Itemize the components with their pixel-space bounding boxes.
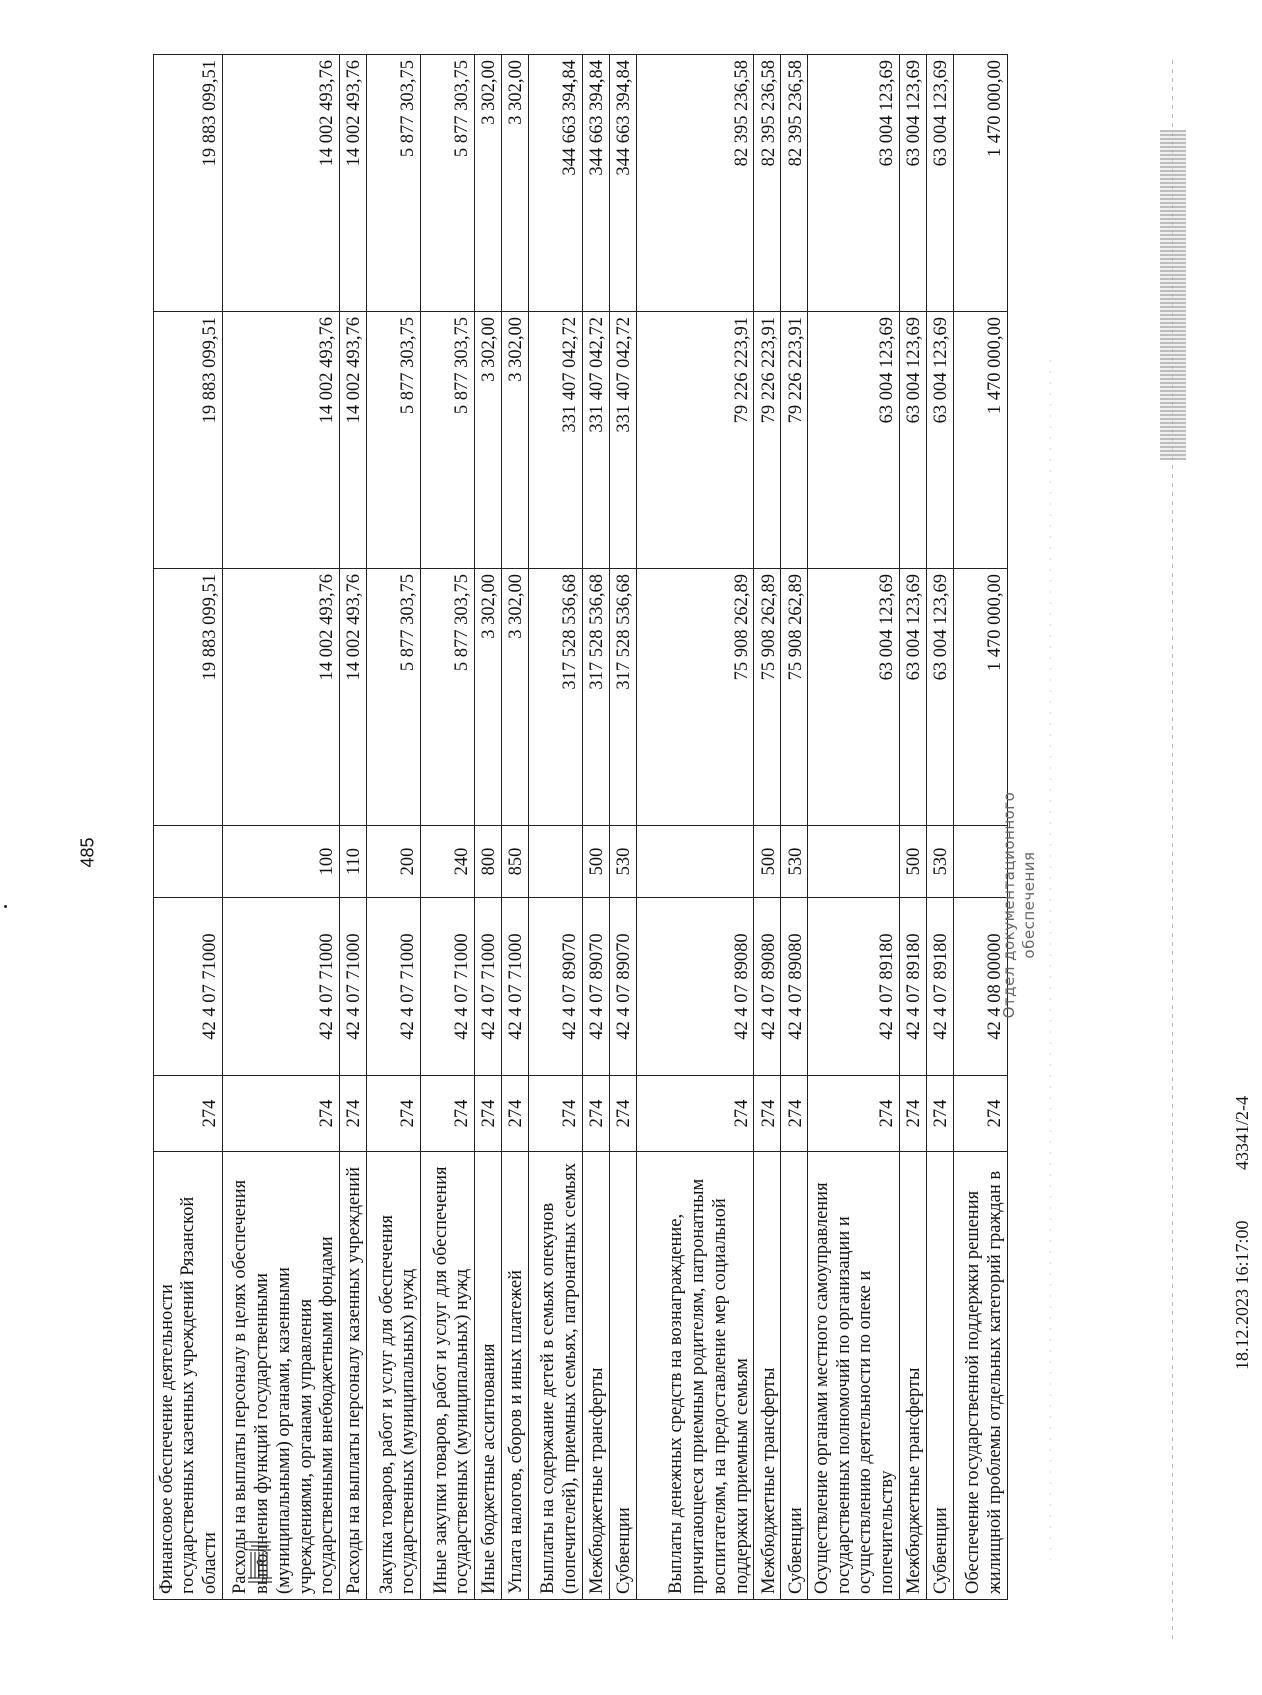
row-amount-year3: 5 877 303,75 [421,55,475,312]
row-target-article: 42 4 07 89080 [754,898,781,1076]
row-name: Иные бюджетные ассигнования [475,1152,502,1600]
row-target-article: 42 4 07 71000 [475,898,502,1076]
row-amount-year3: 63 004 123,69 [900,55,927,312]
row-target-article: 42 4 07 71000 [421,898,475,1076]
footer-date: 18.12.2023 16:17:00 [1232,1220,1252,1370]
row-name: Уплата налогов, сборов и иных платежей [502,1152,529,1600]
row-amount-year1: 75 908 262,89 [637,569,754,826]
row-amount-year2: 5 877 303,75 [367,312,421,569]
row-expense-type [529,826,583,898]
row-expense-type [637,826,754,898]
row-org-code: 274 [953,1076,1007,1152]
row-amount-year3: 63 004 123,69 [808,55,900,312]
row-amount-year3: 344 663 394,84 [610,55,637,312]
row-target-article: 42 4 08 00000 [953,898,1007,1076]
row-name: Расходы на выплаты персоналу в целях обеспечения выполнения функций государственными (муниципальными) органами, казенными учреждениями, органами управления государственными внебюджетными фондами [223,1152,340,1600]
row-name: Обеспечение государственной поддержки решения жилищной проблемы отдельных категорий граждан в [953,1152,1007,1600]
row-name: Субвенции [927,1152,954,1600]
row-target-article: 42 4 07 89080 [781,898,808,1076]
row-amount-year2: 5 877 303,75 [421,312,475,569]
row-amount-year2: 79 226 223,91 [754,312,781,569]
table-row [475,55,502,1600]
row-expense-type: 530 [927,826,954,898]
row-target-article: 42 4 07 89070 [583,898,610,1076]
scan-fold-line [1050,360,1051,1560]
table-row [808,55,900,1600]
row-target-article: 42 4 07 89180 [808,898,900,1076]
row-expense-type [154,826,223,898]
table-row [502,55,529,1600]
row-expense-type: 110 [340,826,367,898]
row-amount-year2: 19 883 099,51 [154,312,223,569]
row-amount-year2: 63 004 123,69 [927,312,954,569]
table-row [223,55,340,1600]
row-target-article: 42 4 07 89180 [927,898,954,1076]
row-amount-year2: 3 302,00 [475,312,502,569]
row-amount-year1: 5 877 303,75 [367,569,421,826]
table-row [610,55,637,1600]
row-expense-type [808,826,900,898]
row-expense-type: 500 [754,826,781,898]
row-org-code: 274 [927,1076,954,1152]
row-amount-year1: 317 528 536,68 [529,569,583,826]
row-amount-year1: 317 528 536,68 [610,569,637,826]
row-org-code: 274 [637,1076,754,1152]
table-row [637,55,754,1600]
row-amount-year1: 3 302,00 [502,569,529,826]
row-target-article: 42 4 07 89070 [529,898,583,1076]
row-org-code: 274 [529,1076,583,1152]
table-row [754,55,781,1600]
row-expense-type: 100 [223,826,340,898]
row-target-article: 42 4 07 89080 [637,898,754,1076]
row-amount-year1: 14 002 493,76 [340,569,367,826]
row-amount-year1: 63 004 123,69 [900,569,927,826]
row-amount-year2: 3 302,00 [502,312,529,569]
emblem-logo-icon [245,1538,275,1586]
row-org-code: 274 [475,1076,502,1152]
row-org-code: 274 [781,1076,808,1152]
row-name: Межбюджетные трансферты [754,1152,781,1600]
row-amount-year3: 1 470 000,00 [953,55,1007,312]
row-amount-year2: 79 226 223,91 [781,312,808,569]
row-amount-year1: 19 883 099,51 [154,569,223,826]
row-name: Межбюджетные трансферты [583,1152,610,1600]
row-target-article: 42 4 07 71000 [154,898,223,1076]
row-target-article: 42 4 07 89180 [900,898,927,1076]
row-amount-year2: 79 226 223,91 [637,312,754,569]
row-amount-year1: 5 877 303,75 [421,569,475,826]
row-amount-year2: 63 004 123,69 [808,312,900,569]
row-org-code: 274 [367,1076,421,1152]
row-amount-year2: 63 004 123,69 [900,312,927,569]
table-row [583,55,610,1600]
row-org-code: 274 [754,1076,781,1152]
table-row [900,55,927,1600]
row-amount-year2: 331 407 042,72 [583,312,610,569]
budget-table [153,54,1008,1600]
table-row [421,55,475,1600]
row-amount-year2: 1 470 000,00 [953,312,1007,569]
row-amount-year1: 75 908 262,89 [781,569,808,826]
row-amount-year1: 3 302,00 [475,569,502,826]
row-expense-type: 500 [900,826,927,898]
row-expense-type: 530 [610,826,637,898]
row-amount-year3: 3 302,00 [475,55,502,312]
stamp-line-1: Отдел документационного [1000,791,1018,1019]
scan-artifact [1160,130,1186,460]
row-amount-year3: 344 663 394,84 [583,55,610,312]
row-amount-year3: 3 302,00 [502,55,529,312]
table-row [781,55,808,1600]
row-name: Осуществление органами местного самоуправления государственных полномочий по организации и осуществлению деятельности по опеке и попечительству [808,1152,900,1600]
row-expense-type: 850 [502,826,529,898]
row-target-article: 42 4 07 71000 [223,898,340,1076]
row-target-article: 42 4 07 71000 [367,898,421,1076]
row-amount-year3: 19 883 099,51 [154,55,223,312]
page-number: 485 [77,837,98,868]
row-target-article: 42 4 07 71000 [502,898,529,1076]
row-org-code: 274 [154,1076,223,1152]
row-amount-year1: 14 002 493,76 [223,569,340,826]
row-expense-type: 500 [583,826,610,898]
row-org-code: 274 [340,1076,367,1152]
row-name: Субвенции [781,1152,808,1600]
row-amount-year3: 14 002 493,76 [223,55,340,312]
scan-speck [4,905,7,908]
row-org-code: 274 [421,1076,475,1152]
row-amount-year2: 331 407 042,72 [529,312,583,569]
row-name: Выплаты на содержание детей в семьях опекунов (попечителей), приемных семьях, патронатных семьях [529,1152,583,1600]
row-amount-year1: 1 470 000,00 [953,569,1007,826]
row-amount-year3: 82 395 236,58 [637,55,754,312]
table-row [340,55,367,1600]
row-name: Выплаты денежных средств на вознаграждение, причитающееся приемным родителям, патронатным воспитателям, на предоставление мер социальной поддержки приемным семьям [637,1152,754,1600]
row-expense-type: 240 [421,826,475,898]
row-name: Финансовое обеспечение деятельности государственных казенных учреждений Рязанской области [154,1152,223,1600]
row-amount-year2: 14 002 493,76 [340,312,367,569]
row-amount-year1: 75 908 262,89 [754,569,781,826]
stamp-line-2: обеспечения [1019,851,1038,959]
row-name: Субвенции [610,1152,637,1600]
row-expense-type: 200 [367,826,421,898]
row-amount-year1: 63 004 123,69 [808,569,900,826]
row-amount-year2: 14 002 493,76 [223,312,340,569]
row-org-code: 274 [610,1076,637,1152]
row-expense-type: 530 [781,826,808,898]
row-amount-year2: 331 407 042,72 [610,312,637,569]
row-org-code: 274 [808,1076,900,1152]
table-row [927,55,954,1600]
table-row [529,55,583,1600]
row-name: Закупка товаров, работ и услуг для обеспечения государственных (муниципальных) нужд [367,1152,421,1600]
table-row [154,55,223,1600]
row-amount-year3: 63 004 123,69 [927,55,954,312]
row-expense-type: 800 [475,826,502,898]
row-org-code: 274 [223,1076,340,1152]
row-amount-year3: 82 395 236,58 [754,55,781,312]
row-amount-year3: 14 002 493,76 [340,55,367,312]
row-org-code: 274 [900,1076,927,1152]
row-name: Межбюджетные трансферты [900,1152,927,1600]
document-footer [1232,770,1262,1370]
row-target-article: 42 4 07 89070 [610,898,637,1076]
row-name: Иные закупки товаров, работ и услуг для обеспечения государственных (муниципальных) нужд [421,1152,475,1600]
row-org-code: 274 [502,1076,529,1152]
row-amount-year1: 63 004 123,69 [927,569,954,826]
row-target-article: 42 4 07 71000 [340,898,367,1076]
row-amount-year3: 5 877 303,75 [367,55,421,312]
department-stamp [1000,755,1060,1055]
row-org-code: 274 [583,1076,610,1152]
row-amount-year3: 344 663 394,84 [529,55,583,312]
row-amount-year1: 317 528 536,68 [583,569,610,826]
row-amount-year3: 82 395 236,58 [781,55,808,312]
footer-document-code: 43341/2-4 [1232,1096,1252,1170]
row-name: Расходы на выплаты персоналу казенных учреждений [340,1152,367,1600]
table-row [367,55,421,1600]
budget-table-container [153,55,1008,1600]
